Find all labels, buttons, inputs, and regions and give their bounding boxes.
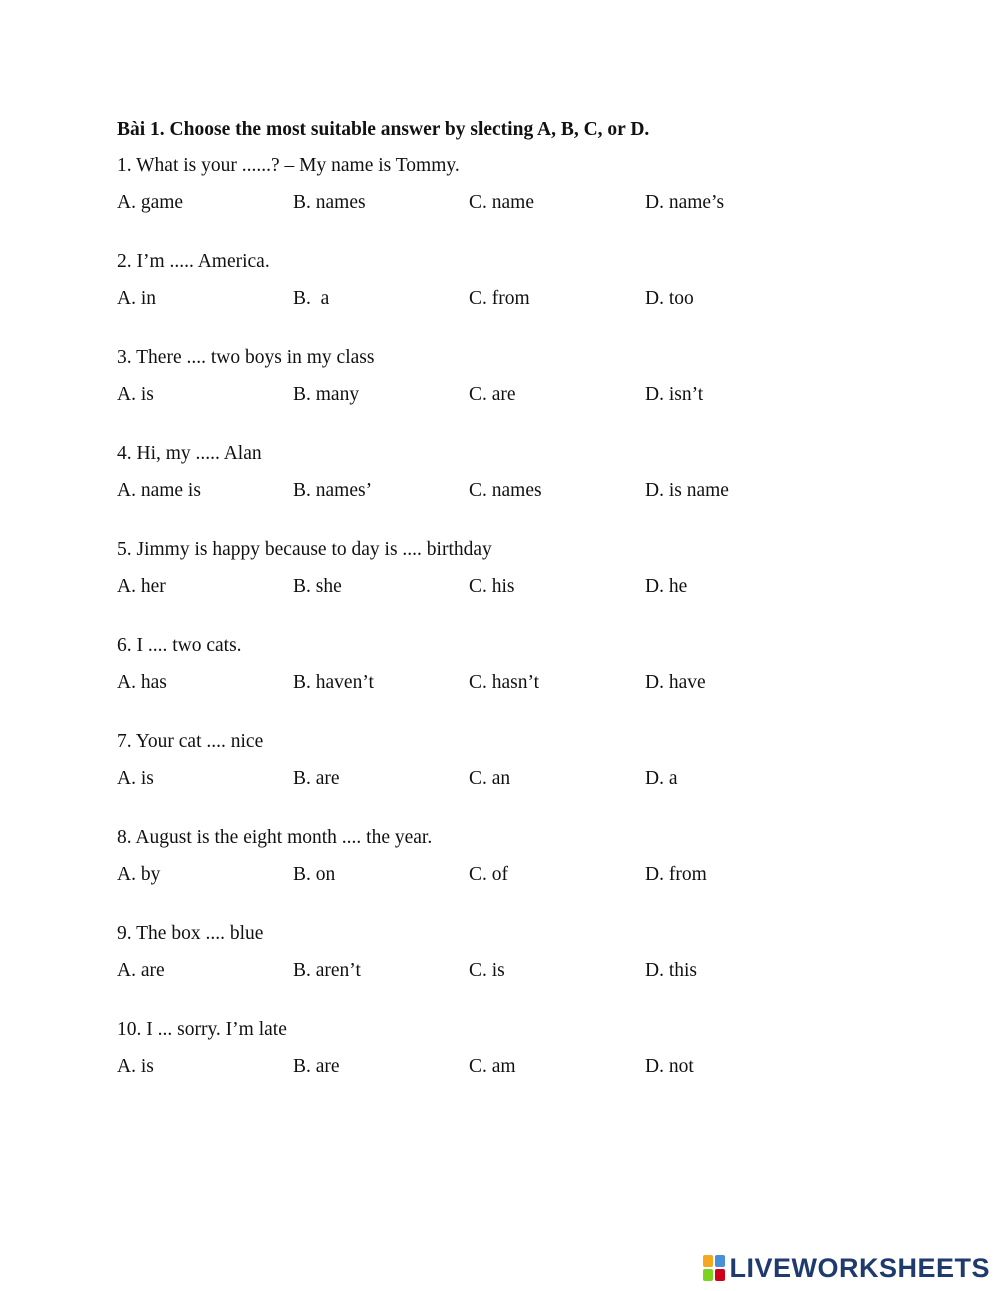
question-6 bbox=[117, 633, 897, 696]
option-c[interactable]: C. an bbox=[469, 768, 511, 789]
logo-block-icon bbox=[703, 1269, 713, 1281]
option-d[interactable]: D. from bbox=[645, 864, 707, 885]
option-b[interactable]: B. are bbox=[293, 1056, 340, 1077]
answer-options bbox=[117, 1054, 897, 1080]
option-c[interactable]: C. am bbox=[469, 1056, 516, 1077]
question-text: 3. There .... two boys in my class bbox=[117, 347, 375, 368]
option-d[interactable]: D. isn’t bbox=[645, 384, 704, 405]
question-5 bbox=[117, 537, 897, 600]
option-a[interactable]: A. is bbox=[117, 768, 154, 789]
question-7 bbox=[117, 729, 897, 792]
question-4 bbox=[117, 441, 897, 504]
question-text: 4. Hi, my ..... Alan bbox=[117, 443, 262, 464]
option-b[interactable]: B. haven’t bbox=[293, 672, 374, 693]
option-a[interactable]: A. has bbox=[117, 672, 167, 693]
option-a[interactable]: A. game bbox=[117, 192, 184, 213]
option-b[interactable]: B. are bbox=[293, 768, 340, 789]
option-c[interactable]: C. name bbox=[469, 192, 534, 213]
option-d[interactable]: D. name’s bbox=[645, 192, 725, 213]
question-2 bbox=[117, 249, 897, 312]
answer-options bbox=[117, 478, 897, 504]
option-d[interactable]: D. a bbox=[645, 768, 678, 789]
answer-options bbox=[117, 958, 897, 984]
option-d[interactable]: D. is name bbox=[645, 480, 729, 501]
question-text: 5. Jimmy is happy because to day is .... birthday bbox=[117, 539, 492, 560]
logo-block-icon bbox=[715, 1269, 725, 1281]
question-10 bbox=[117, 1017, 897, 1080]
logo-block-icon bbox=[703, 1255, 713, 1267]
option-c[interactable]: C. hasn’t bbox=[469, 672, 540, 693]
answer-options bbox=[117, 190, 897, 216]
option-c[interactable]: C. his bbox=[469, 576, 515, 597]
option-b[interactable]: B. a bbox=[293, 288, 330, 309]
question-text: 8. August is the eight month .... the year. bbox=[117, 827, 433, 848]
option-d[interactable]: D. he bbox=[645, 576, 688, 597]
option-a[interactable]: A. her bbox=[117, 576, 166, 597]
option-c[interactable]: C. names bbox=[469, 480, 542, 501]
question-text: 2. I’m ..... America. bbox=[117, 251, 270, 272]
option-c[interactable]: C. is bbox=[469, 960, 505, 981]
question-text: 7. Your cat .... nice bbox=[117, 731, 264, 752]
option-c[interactable]: C. are bbox=[469, 384, 516, 405]
option-b[interactable]: B. names bbox=[293, 192, 366, 213]
option-b[interactable]: B. on bbox=[293, 864, 336, 885]
liveworksheets-logo-icon bbox=[703, 1255, 725, 1281]
option-b[interactable]: B. aren’t bbox=[293, 960, 361, 981]
question-text: 1. What is your ......? – My name is Tommy. bbox=[117, 155, 460, 176]
answer-options bbox=[117, 766, 897, 792]
question-3 bbox=[117, 345, 897, 408]
option-c[interactable]: C. from bbox=[469, 288, 530, 309]
answer-options bbox=[117, 286, 897, 312]
option-b[interactable]: B. names’ bbox=[293, 480, 373, 501]
answer-options bbox=[117, 574, 897, 600]
answer-options bbox=[117, 670, 897, 696]
option-d[interactable]: D. this bbox=[645, 960, 698, 981]
worksheet bbox=[117, 117, 897, 1113]
option-c[interactable]: C. of bbox=[469, 864, 508, 885]
option-a[interactable]: A. is bbox=[117, 384, 154, 405]
option-b[interactable]: B. many bbox=[293, 384, 360, 405]
option-a[interactable]: A. are bbox=[117, 960, 165, 981]
question-text: 6. I .... two cats. bbox=[117, 635, 242, 656]
question-text: 10. I ... sorry. I’m late bbox=[117, 1019, 287, 1040]
question-8 bbox=[117, 825, 897, 888]
question-1 bbox=[117, 153, 897, 216]
exercise-instruction: Bài 1. Choose the most suitable answer by slecting A, B, C, or D. bbox=[117, 119, 650, 140]
option-a[interactable]: A. in bbox=[117, 288, 156, 309]
liveworksheets-brand bbox=[703, 1253, 990, 1283]
option-b[interactable]: B. she bbox=[293, 576, 342, 597]
logo-block-icon bbox=[715, 1255, 725, 1267]
question-text: 9. The box .... blue bbox=[117, 923, 264, 944]
option-a[interactable]: A. by bbox=[117, 864, 161, 885]
option-d[interactable]: D. have bbox=[645, 672, 706, 693]
option-d[interactable]: D. too bbox=[645, 288, 694, 309]
option-a[interactable]: A. name is bbox=[117, 480, 201, 501]
answer-options bbox=[117, 382, 897, 408]
option-d[interactable]: D. not bbox=[645, 1056, 694, 1077]
answer-options bbox=[117, 862, 897, 888]
option-a[interactable]: A. is bbox=[117, 1056, 154, 1077]
question-9 bbox=[117, 921, 897, 984]
brand-name: LIVEWORKSHEETS bbox=[729, 1253, 990, 1283]
